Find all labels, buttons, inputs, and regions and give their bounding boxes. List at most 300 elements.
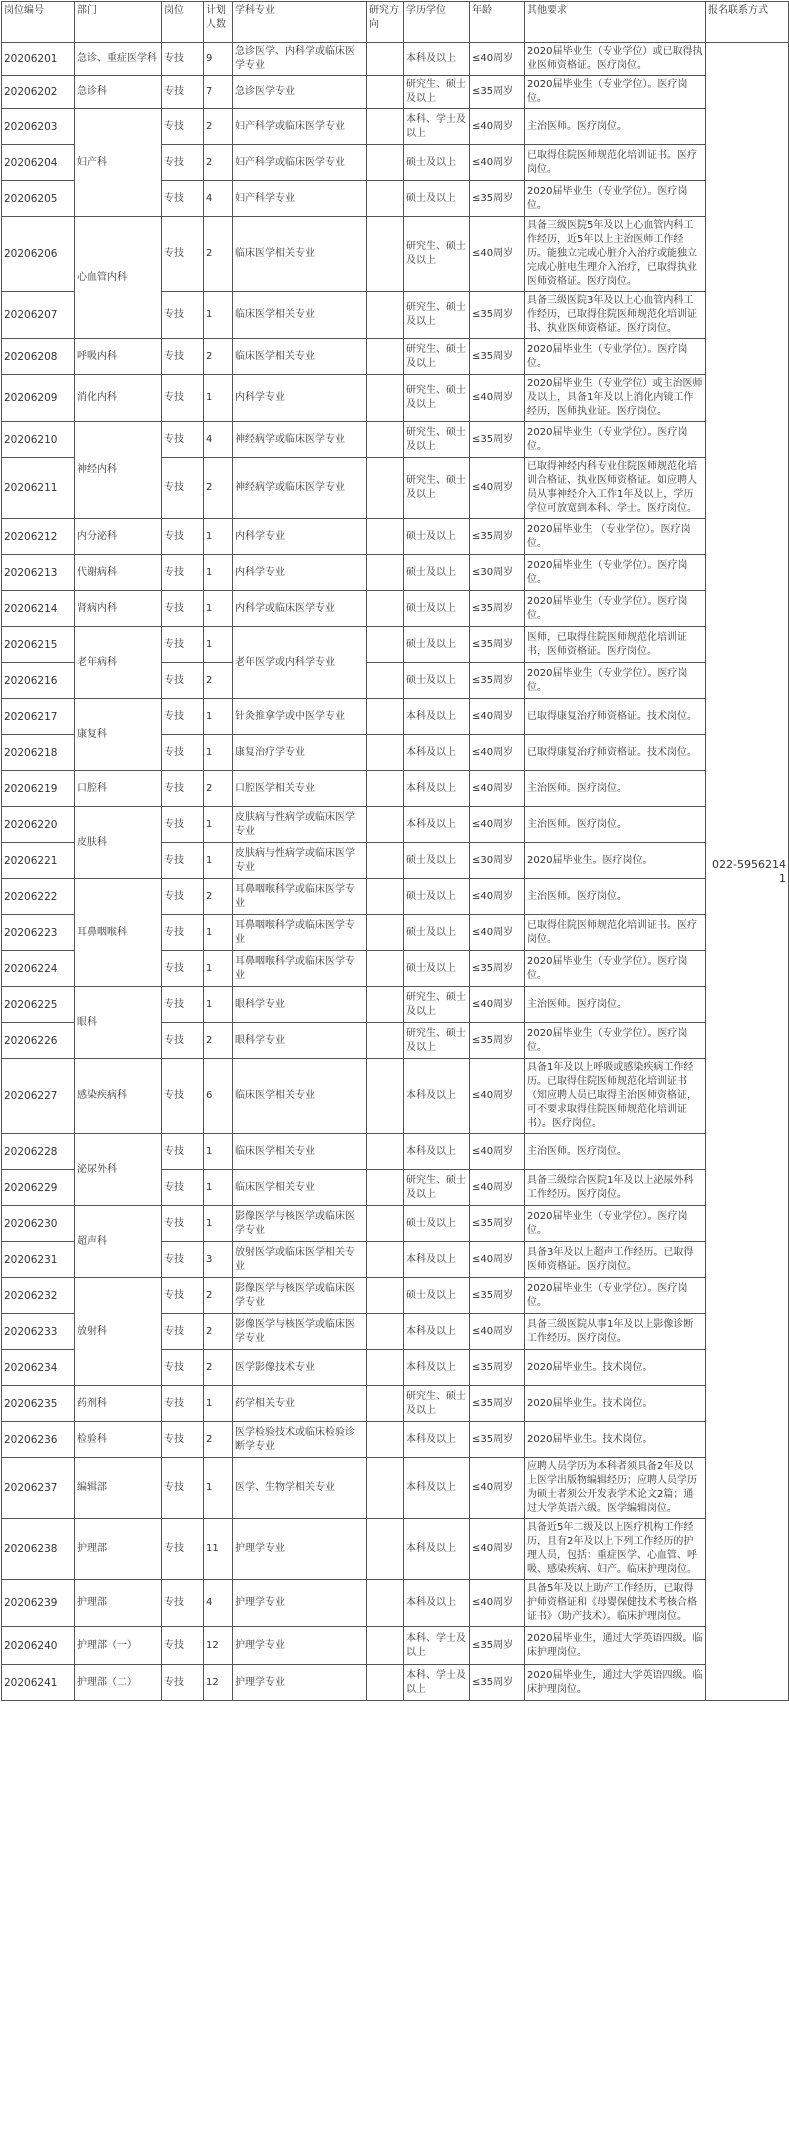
cell-other-requirements: 2020届毕业生（专业学位）。医疗岗位。 <box>525 339 706 375</box>
cell-major: 针灸推拿学或中医学专业 <box>233 699 367 735</box>
cell-position-id: 20206214 <box>2 591 75 627</box>
table-row <box>2 1627 789 1665</box>
cell-post-type: 专技 <box>162 1627 204 1665</box>
cell-other-requirements: 2020届毕业生（专业学位）。医疗岗位。 <box>525 591 706 627</box>
table-row <box>2 217 789 292</box>
table-row <box>2 1665 789 1701</box>
cell-age: ≤30周岁 <box>470 555 525 591</box>
cell-other-requirements: 已取得神经内科专业住院医师规范化培训合格证、执业医师资格证。如应聘人员从事神经介入工作1年及以上，学历学位可放宽到本科、学士。医疗岗位。 <box>525 458 706 519</box>
table-row <box>2 43 789 76</box>
cell-planned-count: 1 <box>204 1458 233 1519</box>
cell-position-id: 20206208 <box>2 339 75 375</box>
cell-education: 研究生、硕士及以上 <box>404 292 470 339</box>
cell-major: 放射医学或临床医学相关专业 <box>233 1242 367 1278</box>
table-row <box>2 1278 789 1314</box>
cell-age: ≤35周岁 <box>470 519 525 555</box>
cell-post-type: 专技 <box>162 1519 204 1580</box>
cell-post-type: 专技 <box>162 1350 204 1386</box>
cell-planned-count: 2 <box>204 458 233 519</box>
cell-age: ≤35周岁 <box>470 422 525 458</box>
cell-department: 口腔科 <box>75 771 162 807</box>
cell-research-direction <box>367 1580 404 1627</box>
cell-research-direction <box>367 1422 404 1458</box>
cell-education: 本科及以上 <box>404 735 470 771</box>
cell-major: 耳鼻咽喉科学或临床医学专业 <box>233 915 367 951</box>
cell-education: 研究生、硕士及以上 <box>404 422 470 458</box>
cell-position-id: 20206238 <box>2 1519 75 1580</box>
cell-post-type: 专技 <box>162 1206 204 1242</box>
header-cell-post: 岗位 <box>162 2 204 43</box>
cell-education: 本科及以上 <box>404 1458 470 1519</box>
cell-department: 代谢病科 <box>75 555 162 591</box>
cell-research-direction <box>367 807 404 843</box>
cell-research-direction <box>367 458 404 519</box>
cell-major: 护理学专业 <box>233 1519 367 1580</box>
cell-position-id: 20206205 <box>2 181 75 217</box>
cell-department: 护理部 <box>75 1580 162 1627</box>
cell-major: 临床医学相关专业 <box>233 1134 367 1170</box>
cell-education: 硕士及以上 <box>404 591 470 627</box>
cell-age: ≤40周岁 <box>470 145 525 181</box>
cell-age: ≤35周岁 <box>470 181 525 217</box>
cell-other-requirements: 医师，已取得住院医师规范化培训证书，医师资格证。医疗岗位。 <box>525 627 706 663</box>
cell-age: ≤40周岁 <box>470 1519 525 1580</box>
cell-other-requirements: 2020届毕业生。技术岗位。 <box>525 1386 706 1422</box>
cell-major: 影像医学与核医学或临床医学专业 <box>233 1206 367 1242</box>
cell-age: ≤40周岁 <box>470 1580 525 1627</box>
cell-position-id: 20206240 <box>2 1627 75 1665</box>
cell-other-requirements: 2020届毕业生 （专业学位）。医疗岗位。 <box>525 519 706 555</box>
cell-education: 硕士及以上 <box>404 951 470 987</box>
cell-position-id: 20206223 <box>2 915 75 951</box>
cell-other-requirements: 具备3年及以上超声工作经历。已取得医师资格证。医疗岗位。 <box>525 1242 706 1278</box>
cell-department: 编辑部 <box>75 1458 162 1519</box>
cell-research-direction <box>367 627 404 663</box>
cell-position-id: 20206230 <box>2 1206 75 1242</box>
cell-position-id: 20206213 <box>2 555 75 591</box>
cell-position-id: 20206211 <box>2 458 75 519</box>
cell-department: 妇产科 <box>75 109 162 217</box>
cell-planned-count: 1 <box>204 699 233 735</box>
cell-other-requirements: 已取得住院医师规范化培训证书。医疗岗位。 <box>525 145 706 181</box>
table-row <box>2 1134 789 1170</box>
cell-other-requirements: 主治医师。医疗岗位。 <box>525 807 706 843</box>
cell-department: 护理部（二） <box>75 1665 162 1701</box>
cell-age: ≤40周岁 <box>470 699 525 735</box>
cell-age: ≤35周岁 <box>470 591 525 627</box>
cell-post-type: 专技 <box>162 663 204 699</box>
cell-post-type: 专技 <box>162 987 204 1023</box>
cell-department: 感染疾病科 <box>75 1059 162 1134</box>
cell-department: 检验科 <box>75 1422 162 1458</box>
cell-age: ≤40周岁 <box>470 1059 525 1134</box>
cell-major: 耳鼻咽喉科学或临床医学专业 <box>233 951 367 987</box>
cell-age: ≤40周岁 <box>470 217 525 292</box>
cell-planned-count: 2 <box>204 1350 233 1386</box>
cell-major: 护理学专业 <box>233 1580 367 1627</box>
cell-post-type: 专技 <box>162 76 204 109</box>
cell-position-id: 20206233 <box>2 1314 75 1350</box>
cell-other-requirements: 2020届毕业生（专业学位）。医疗岗位。 <box>525 951 706 987</box>
cell-research-direction <box>367 879 404 915</box>
cell-research-direction <box>367 663 404 699</box>
table-row <box>2 627 789 663</box>
cell-other-requirements: 具备三级医院从事1年及以上影像诊断工作经历。医疗岗位。 <box>525 1314 706 1350</box>
cell-post-type: 专技 <box>162 109 204 145</box>
cell-department: 内分泌科 <box>75 519 162 555</box>
cell-department: 康复科 <box>75 699 162 771</box>
cell-planned-count: 2 <box>204 217 233 292</box>
table-row <box>2 519 789 555</box>
cell-planned-count: 1 <box>204 627 233 663</box>
cell-age: ≤35周岁 <box>470 1422 525 1458</box>
cell-department: 老年病科 <box>75 627 162 699</box>
table-row <box>2 422 789 458</box>
cell-other-requirements: 主治医师。医疗岗位。 <box>525 987 706 1023</box>
cell-research-direction <box>367 1314 404 1350</box>
table-row <box>2 699 789 735</box>
cell-education: 研究生、硕士及以上 <box>404 76 470 109</box>
cell-age: ≤40周岁 <box>470 1458 525 1519</box>
cell-other-requirements: 应聘人员学历为本科者须具备2年及以上医学出版物编辑经历；应聘人员学历为硕士者须公开发表学术论文2篇；通过大学英语六级。医学编辑岗位。 <box>525 1458 706 1519</box>
cell-age: ≤35周岁 <box>470 1627 525 1665</box>
cell-education: 本科及以上 <box>404 1519 470 1580</box>
cell-post-type: 专技 <box>162 1580 204 1627</box>
cell-position-id: 20206241 <box>2 1665 75 1701</box>
cell-planned-count: 12 <box>204 1627 233 1665</box>
cell-planned-count: 7 <box>204 76 233 109</box>
cell-age: ≤40周岁 <box>470 987 525 1023</box>
cell-age: ≤40周岁 <box>470 375 525 422</box>
cell-major: 妇产科学或临床医学专业 <box>233 145 367 181</box>
cell-post-type: 专技 <box>162 591 204 627</box>
cell-research-direction <box>367 1350 404 1386</box>
cell-position-id: 20206236 <box>2 1422 75 1458</box>
cell-position-id: 20206203 <box>2 109 75 145</box>
cell-age: ≤35周岁 <box>470 1350 525 1386</box>
cell-education: 硕士及以上 <box>404 627 470 663</box>
cell-major: 临床医学相关专业 <box>233 1170 367 1206</box>
cell-major: 神经病学或临床医学专业 <box>233 458 367 519</box>
cell-age: ≤35周岁 <box>470 1278 525 1314</box>
cell-post-type: 专技 <box>162 519 204 555</box>
cell-post-type: 专技 <box>162 339 204 375</box>
cell-research-direction <box>367 375 404 422</box>
cell-planned-count: 4 <box>204 1580 233 1627</box>
cell-position-id: 20206216 <box>2 663 75 699</box>
cell-planned-count: 2 <box>204 1314 233 1350</box>
cell-other-requirements: 2020届毕业生（专业学位）。医疗岗位。 <box>525 663 706 699</box>
cell-major: 妇产科学或临床医学专业 <box>233 109 367 145</box>
cell-post-type: 专技 <box>162 843 204 879</box>
cell-post-type: 专技 <box>162 145 204 181</box>
cell-planned-count: 2 <box>204 339 233 375</box>
header-cell-dept: 部门 <box>75 2 162 43</box>
cell-position-id: 20206220 <box>2 807 75 843</box>
cell-position-id: 20206229 <box>2 1170 75 1206</box>
cell-planned-count: 1 <box>204 987 233 1023</box>
cell-position-id: 20206228 <box>2 1134 75 1170</box>
cell-education: 研究生、硕士及以上 <box>404 1023 470 1059</box>
cell-research-direction <box>367 699 404 735</box>
cell-other-requirements: 2020届毕业生（专业学位）或主治医师及以上，具备1年及以上消化内镜工作经历，医师执业证。医疗岗位。 <box>525 375 706 422</box>
cell-major: 皮肤病与性病学或临床医学专业 <box>233 807 367 843</box>
cell-age: ≤40周岁 <box>470 1314 525 1350</box>
cell-department: 耳鼻咽喉科 <box>75 879 162 987</box>
cell-major: 护理学专业 <box>233 1665 367 1701</box>
cell-planned-count: 6 <box>204 1059 233 1134</box>
cell-department: 护理部 <box>75 1519 162 1580</box>
header-cell-requirements: 其他要求 <box>525 2 706 43</box>
cell-planned-count: 1 <box>204 951 233 987</box>
cell-major: 皮肤病与性病学或临床医学专业 <box>233 843 367 879</box>
cell-other-requirements: 2020届毕业生。技术岗位。 <box>525 1422 706 1458</box>
cell-department: 皮肤科 <box>75 807 162 879</box>
cell-age: ≤40周岁 <box>470 915 525 951</box>
cell-age: ≤35周岁 <box>470 1665 525 1701</box>
cell-position-id: 20206222 <box>2 879 75 915</box>
cell-age: ≤35周岁 <box>470 1386 525 1422</box>
cell-education: 硕士及以上 <box>404 519 470 555</box>
cell-education: 研究生、硕士及以上 <box>404 1386 470 1422</box>
cell-research-direction <box>367 76 404 109</box>
cell-education: 研究生、硕士及以上 <box>404 1170 470 1206</box>
table-row <box>2 1422 789 1458</box>
cell-major: 临床医学相关专业 <box>233 1059 367 1134</box>
cell-research-direction <box>367 1278 404 1314</box>
table-row <box>2 339 789 375</box>
cell-other-requirements: 2020届毕业生（专业学位）。医疗岗位。 <box>525 181 706 217</box>
cell-education: 本科及以上 <box>404 807 470 843</box>
cell-position-id: 20206202 <box>2 76 75 109</box>
cell-other-requirements: 2020届毕业生（专业学位）。医疗岗位。 <box>525 555 706 591</box>
cell-department: 超声科 <box>75 1206 162 1278</box>
cell-major: 药学相关专业 <box>233 1386 367 1422</box>
cell-other-requirements: 2020届毕业生，通过大学英语四级。临床护理岗位。 <box>525 1665 706 1701</box>
cell-research-direction <box>367 422 404 458</box>
cell-research-direction <box>367 145 404 181</box>
cell-major: 临床医学相关专业 <box>233 339 367 375</box>
cell-planned-count: 4 <box>204 181 233 217</box>
cell-planned-count: 1 <box>204 807 233 843</box>
cell-research-direction <box>367 217 404 292</box>
cell-age: ≤35周岁 <box>470 76 525 109</box>
cell-position-id: 20206209 <box>2 375 75 422</box>
cell-age: ≤40周岁 <box>470 1134 525 1170</box>
cell-post-type: 专技 <box>162 771 204 807</box>
cell-post-type: 专技 <box>162 458 204 519</box>
cell-planned-count: 11 <box>204 1519 233 1580</box>
cell-major: 影像医学与核医学或临床医学专业 <box>233 1314 367 1350</box>
cell-position-id: 20206207 <box>2 292 75 339</box>
cell-planned-count: 2 <box>204 1023 233 1059</box>
cell-position-id: 20206221 <box>2 843 75 879</box>
cell-age: ≤40周岁 <box>470 771 525 807</box>
cell-department: 护理部（一） <box>75 1627 162 1665</box>
cell-contact-phone: 022-59562141 <box>706 43 789 1701</box>
cell-research-direction <box>367 1386 404 1422</box>
table-row <box>2 879 789 915</box>
cell-position-id: 20206204 <box>2 145 75 181</box>
cell-other-requirements: 2020届毕业生（专业学位）。医疗岗位。 <box>525 1206 706 1242</box>
cell-planned-count: 9 <box>204 43 233 76</box>
table-row <box>2 591 789 627</box>
cell-position-id: 20206239 <box>2 1580 75 1627</box>
cell-education: 本科、学士及以上 <box>404 1627 470 1665</box>
cell-research-direction <box>367 292 404 339</box>
cell-post-type: 专技 <box>162 422 204 458</box>
cell-position-id: 20206206 <box>2 217 75 292</box>
cell-position-id: 20206237 <box>2 1458 75 1519</box>
cell-position-id: 20206217 <box>2 699 75 735</box>
cell-other-requirements: 具备1年及以上呼吸或感染疾病工作经历。已取得住院医师规范化培训证书（知应聘人员已取得主治医师资格证，可不要求取得住院医师规范化培训证书）。医疗岗位。 <box>525 1059 706 1134</box>
cell-other-requirements: 具备三级医院5年及以上心血管内科工作经历，近5年以上主治医师工作经历。能独立完成心脏介入治疗或能独立完成心脏电生理介入治疗，已取得执业医师资格证。医疗岗位。 <box>525 217 706 292</box>
cell-research-direction <box>367 1206 404 1242</box>
table-row <box>2 1519 789 1580</box>
cell-post-type: 专技 <box>162 1314 204 1350</box>
cell-planned-count: 1 <box>204 591 233 627</box>
cell-other-requirements: 具备近5年二级及以上医疗机构工作经历，且有2年及以上下列工作经历的护理人员，包括：重症医学、心血管、呼吸、感染疾病、妇产。临床护理岗位。 <box>525 1519 706 1580</box>
cell-post-type: 专技 <box>162 1386 204 1422</box>
cell-planned-count: 2 <box>204 1422 233 1458</box>
cell-department: 急诊科 <box>75 76 162 109</box>
table-row <box>2 807 789 843</box>
table-row <box>2 109 789 145</box>
cell-other-requirements: 已取得康复治疗师资格证。技术岗位。 <box>525 735 706 771</box>
cell-other-requirements: 2020届毕业生。医疗岗位。 <box>525 843 706 879</box>
cell-planned-count: 1 <box>204 1170 233 1206</box>
cell-department: 眼科 <box>75 987 162 1059</box>
table-row <box>2 1059 789 1134</box>
cell-age: ≤40周岁 <box>470 1242 525 1278</box>
cell-planned-count: 1 <box>204 292 233 339</box>
table-row <box>2 771 789 807</box>
cell-major: 眼科学专业 <box>233 1023 367 1059</box>
table-body <box>2 43 789 1701</box>
cell-major: 耳鼻咽喉科学或临床医学专业 <box>233 879 367 915</box>
cell-age: ≤40周岁 <box>470 879 525 915</box>
cell-planned-count: 1 <box>204 915 233 951</box>
cell-post-type: 专技 <box>162 1422 204 1458</box>
cell-post-type: 专技 <box>162 1023 204 1059</box>
cell-major: 医学、生物学相关专业 <box>233 1458 367 1519</box>
cell-age: ≤35周岁 <box>470 339 525 375</box>
cell-age: ≤35周岁 <box>470 663 525 699</box>
recruitment-table <box>1 1 789 1701</box>
cell-research-direction <box>367 1134 404 1170</box>
cell-research-direction <box>367 987 404 1023</box>
cell-other-requirements: 具备5年及以上助产工作经历，已取得护师资格证和《母婴保健技术考核合格证书》（助产技术）。临床护理岗位。 <box>525 1580 706 1627</box>
cell-education: 研究生、硕士及以上 <box>404 375 470 422</box>
cell-education: 研究生、硕士及以上 <box>404 339 470 375</box>
cell-other-requirements: 2020届毕业生（专业学位）或已取得执业医师资格证。医疗岗位。 <box>525 43 706 76</box>
cell-other-requirements: 2020届毕业生（专业学位）。医疗岗位。 <box>525 1023 706 1059</box>
cell-planned-count: 1 <box>204 519 233 555</box>
cell-major: 护理学专业 <box>233 1627 367 1665</box>
cell-position-id: 20206226 <box>2 1023 75 1059</box>
table-row <box>2 1206 789 1242</box>
cell-department: 肾病内科 <box>75 591 162 627</box>
cell-post-type: 专技 <box>162 555 204 591</box>
header-cell-age: 年龄 <box>470 2 525 43</box>
cell-education: 本科及以上 <box>404 699 470 735</box>
cell-post-type: 专技 <box>162 181 204 217</box>
cell-research-direction <box>367 1519 404 1580</box>
cell-other-requirements: 具备三级医院3年及以上心血管内科工作经历，已取得住院医师规范化培训证书、执业医师资格证。医疗岗位。 <box>525 292 706 339</box>
header-cell-major: 学科专业 <box>233 2 367 43</box>
cell-post-type: 专技 <box>162 735 204 771</box>
cell-other-requirements: 2020届毕业生。技术岗位。 <box>525 1350 706 1386</box>
cell-other-requirements: 2020届毕业生，通过大学英语四级。临床护理岗位。 <box>525 1627 706 1665</box>
cell-age: ≤40周岁 <box>470 458 525 519</box>
cell-planned-count: 1 <box>204 735 233 771</box>
cell-planned-count: 1 <box>204 1206 233 1242</box>
cell-planned-count: 1 <box>204 1386 233 1422</box>
cell-planned-count: 2 <box>204 109 233 145</box>
cell-education: 硕士及以上 <box>404 145 470 181</box>
cell-major: 内科学或临床医学专业 <box>233 591 367 627</box>
cell-position-id: 20206210 <box>2 422 75 458</box>
cell-position-id: 20206224 <box>2 951 75 987</box>
cell-age: ≤35周岁 <box>470 292 525 339</box>
cell-major: 妇产科学专业 <box>233 181 367 217</box>
cell-major: 内科学专业 <box>233 519 367 555</box>
cell-research-direction <box>367 951 404 987</box>
cell-planned-count: 1 <box>204 843 233 879</box>
cell-education: 硕士及以上 <box>404 1206 470 1242</box>
cell-position-id: 20206232 <box>2 1278 75 1314</box>
cell-education: 硕士及以上 <box>404 879 470 915</box>
cell-planned-count: 2 <box>204 663 233 699</box>
cell-planned-count: 4 <box>204 422 233 458</box>
cell-major: 急诊医学专业 <box>233 76 367 109</box>
cell-education: 硕士及以上 <box>404 843 470 879</box>
cell-position-id: 20206215 <box>2 627 75 663</box>
cell-position-id: 20206212 <box>2 519 75 555</box>
cell-post-type: 专技 <box>162 879 204 915</box>
cell-post-type: 专技 <box>162 375 204 422</box>
cell-other-requirements: 具备三级综合医院1年及以上泌尿外科工作经历。医疗岗位。 <box>525 1170 706 1206</box>
cell-major: 内科学专业 <box>233 375 367 422</box>
cell-other-requirements: 2020届毕业生（专业学位）。医疗岗位。 <box>525 1278 706 1314</box>
header-row <box>2 2 789 43</box>
cell-planned-count: 1 <box>204 375 233 422</box>
header-cell-contact: 报名联系方式 <box>706 2 789 43</box>
cell-position-id: 20206227 <box>2 1059 75 1134</box>
cell-research-direction <box>367 771 404 807</box>
cell-major: 医学检验技术或临床检验诊断学专业 <box>233 1422 367 1458</box>
cell-age: ≤40周岁 <box>470 807 525 843</box>
cell-major: 老年医学或内科学专业 <box>233 627 367 699</box>
cell-planned-count: 1 <box>204 1134 233 1170</box>
cell-major: 神经病学或临床医学专业 <box>233 422 367 458</box>
cell-education: 研究生、硕士及以上 <box>404 987 470 1023</box>
cell-research-direction <box>367 109 404 145</box>
header-cell-count: 计划人数 <box>204 2 233 43</box>
cell-post-type: 专技 <box>162 1170 204 1206</box>
cell-other-requirements: 主治医师。医疗岗位。 <box>525 879 706 915</box>
cell-research-direction <box>367 519 404 555</box>
table-row <box>2 1580 789 1627</box>
cell-post-type: 专技 <box>162 1278 204 1314</box>
cell-major: 医学影像技术专业 <box>233 1350 367 1386</box>
cell-research-direction <box>367 1665 404 1701</box>
cell-research-direction <box>367 181 404 217</box>
cell-education: 本科及以上 <box>404 1350 470 1386</box>
cell-education: 硕士及以上 <box>404 181 470 217</box>
cell-planned-count: 2 <box>204 879 233 915</box>
cell-post-type: 专技 <box>162 292 204 339</box>
